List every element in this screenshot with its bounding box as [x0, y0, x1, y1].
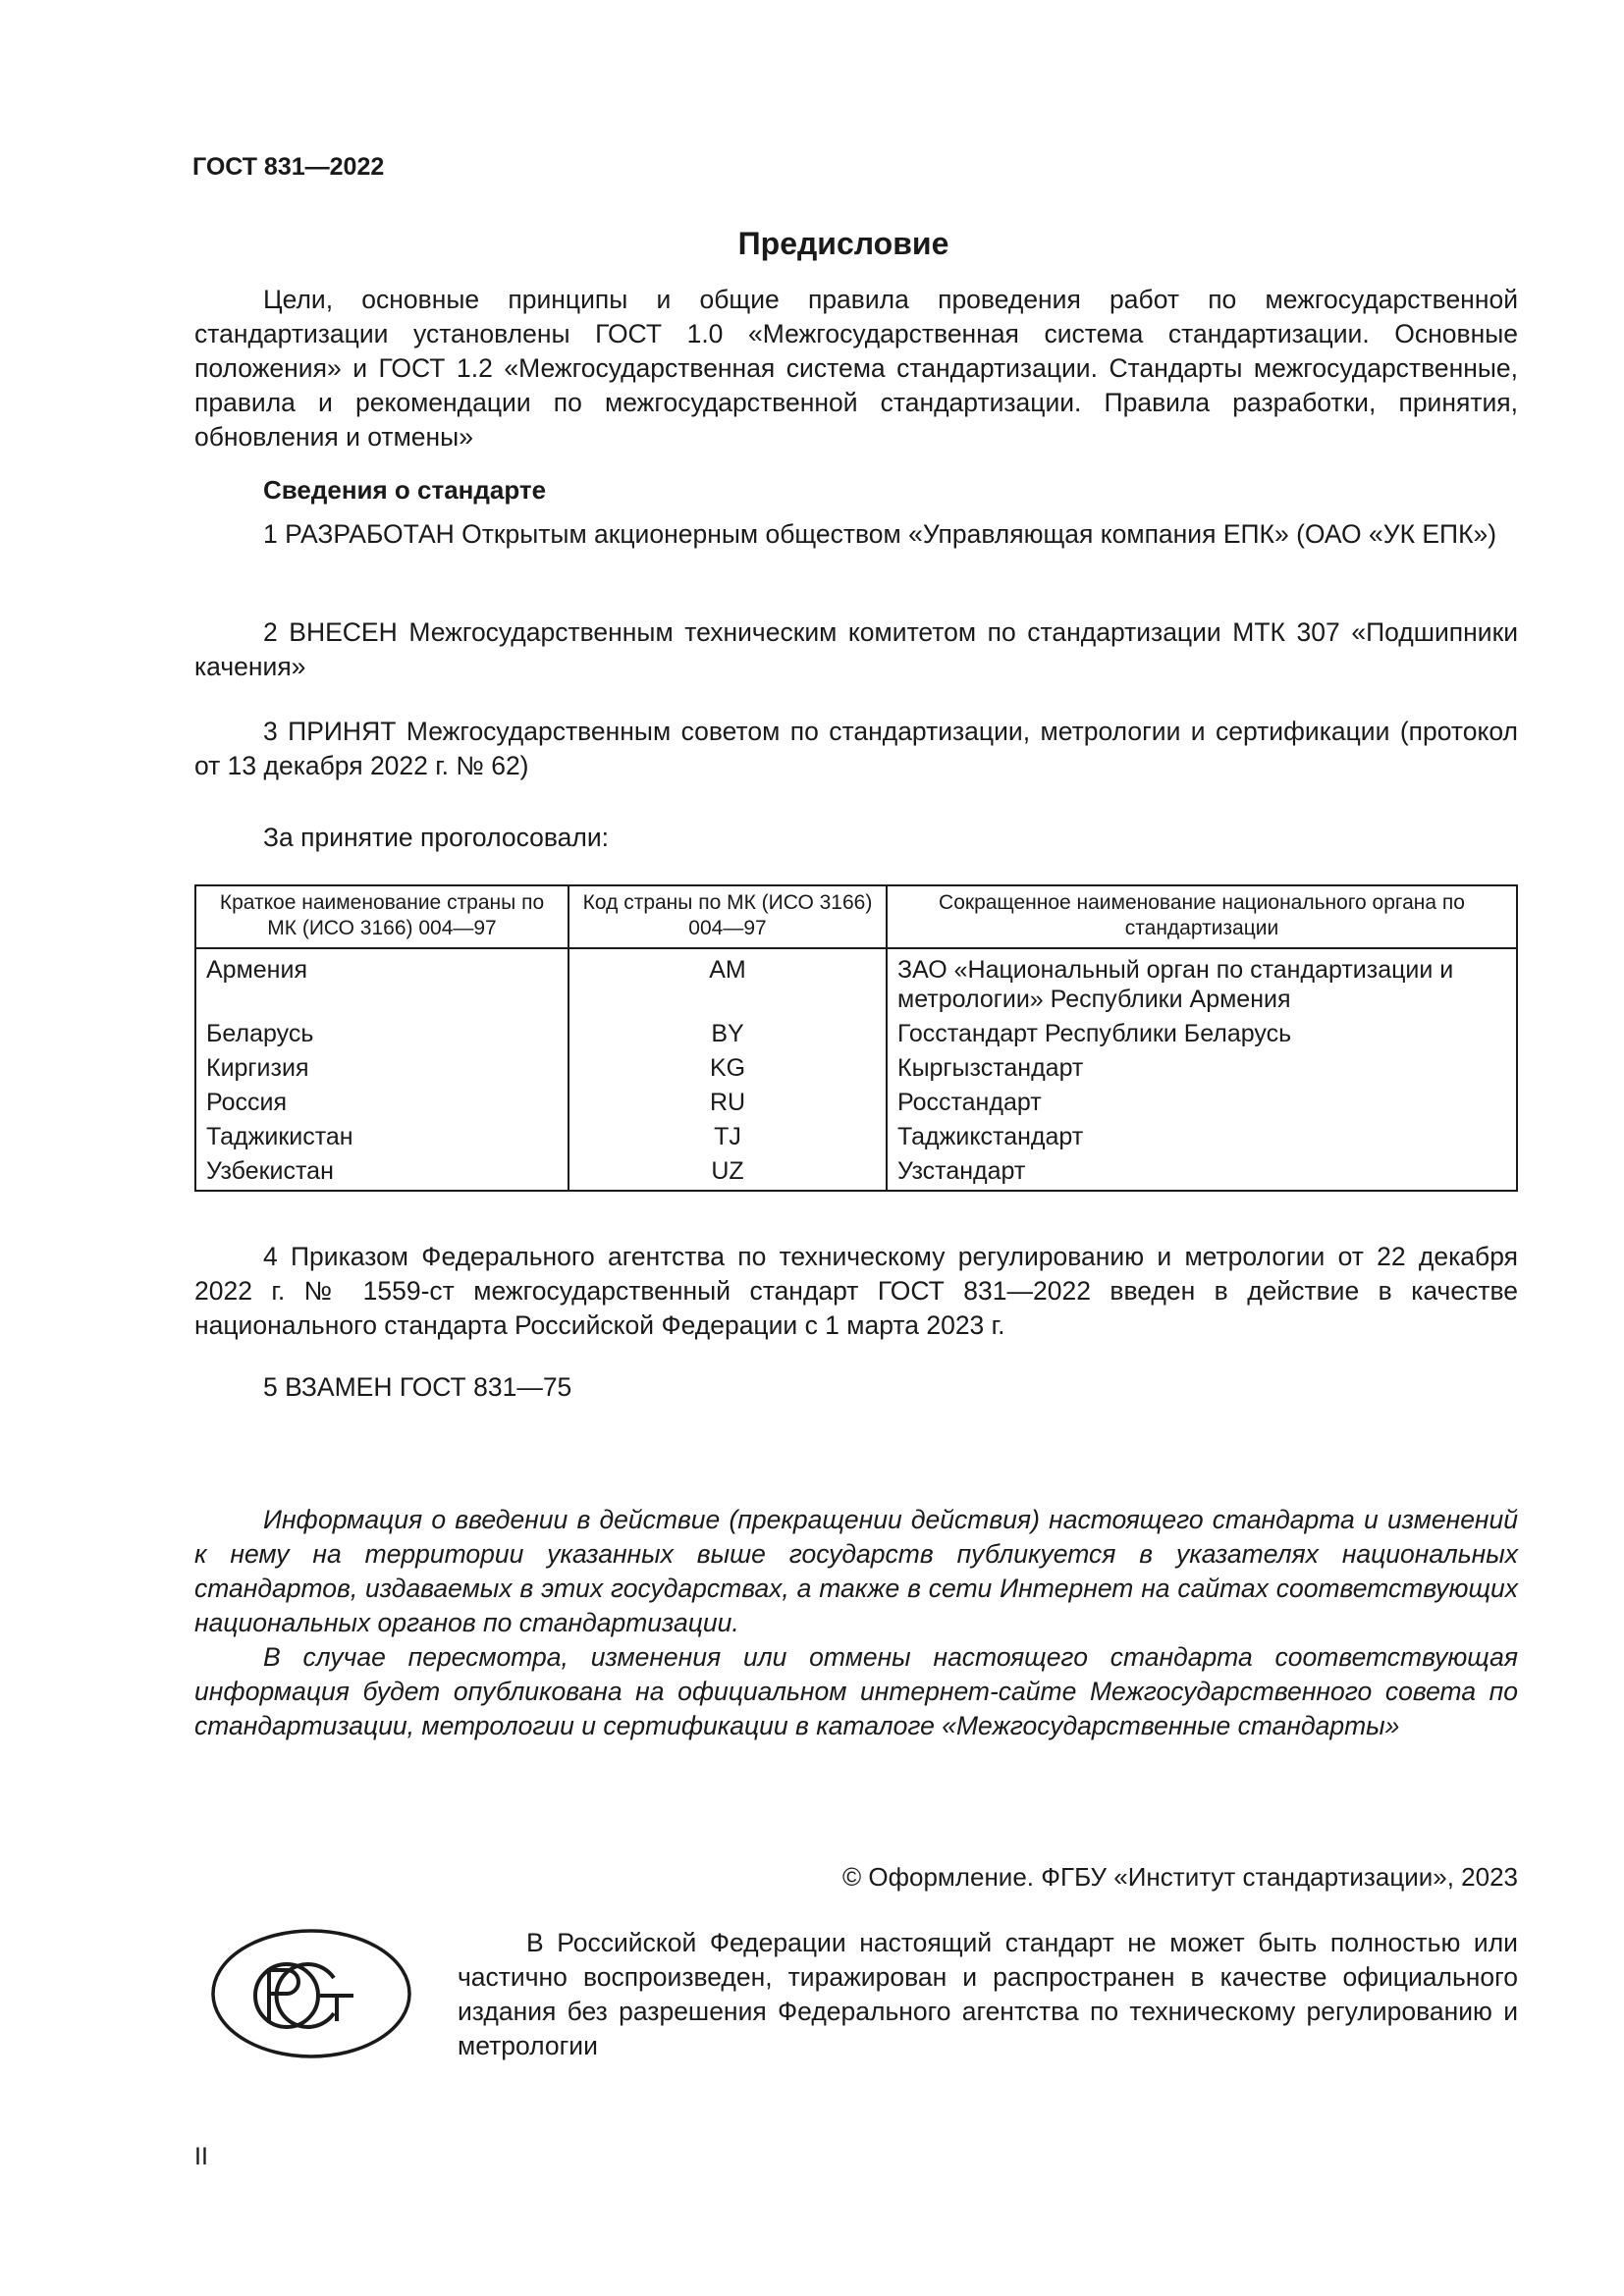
- country-code-cell: UZ: [568, 1155, 887, 1191]
- country-name-cell: Узбекистан: [195, 1155, 568, 1191]
- intro-paragraph: Цели, основные принципы и общие правила проведения работ по межгосударственной стандартизации установлены ГОСТ 1.0 «Межгосударственная система стандартизации. Основные положения» и ГОСТ 1.2 «Межгосударственная система стандартизации. Стандарты межгосударственные, правила и рекомендации по межгосударственной стандартизации. Правила разработки, принятия, обновления и отмены»: [194, 285, 1518, 452]
- table-row: [195, 1155, 1517, 1191]
- page-number: II: [194, 2143, 208, 2170]
- country-code-cell: AM: [568, 948, 887, 1018]
- country-code-cell: TJ: [568, 1121, 887, 1155]
- info-notice-1: Информация о введении в действие (прекращении действия) настоящего стандарта и изменений к нему на территории указанных выше государств публикуется в указателях национальных стандартов, издаваемых в этих государствах, а также в сети Интернет на сайтах соответствующих национальных органов по стандартизации.: [194, 1505, 1518, 1637]
- rights-notice: В Российской Федерации настоящий стандарт не может быть полностью или частично воспроизведен, тиражирован и распространен в качестве официального издания без разрешения Федерального агентства по техническому регулированию и метрологии: [458, 1928, 1518, 2060]
- national-body-cell: Узстандарт: [887, 1155, 1517, 1191]
- page-title: Предисловие: [737, 226, 949, 261]
- copyright-line: © Оформление. ФГБУ «Институт стандартизации», 2023: [842, 1862, 1518, 1892]
- national-body-cell: ЗАО «Национальный орган по стандартизации и метрологии» Республики Армения: [887, 948, 1517, 1018]
- info-notice-2: В случае пересмотра, изменения или отмены настоящего стандарта соответствующая информация будет опубликована на официальном интернет-сайте Межгосударственного совета по стандартизации, метрологии и сертификации в каталоге «Межгосударственные стандарты»: [194, 1642, 1518, 1740]
- country-name-cell: Армения: [195, 948, 568, 1018]
- national-body-cell: Госстандарт Республики Беларусь: [887, 1018, 1517, 1052]
- country-code-cell: KG: [568, 1052, 887, 1087]
- country-name-cell: Россия: [195, 1087, 568, 1121]
- table-row: [195, 1087, 1517, 1121]
- header-national-body: Сокращенное наименование национального органа по стандартизации: [887, 885, 1517, 948]
- national-body-cell: Росстандарт: [887, 1087, 1517, 1121]
- country-name-cell: Беларусь: [195, 1018, 568, 1052]
- item-adopted: 3 ПРИНЯТ Межгосударственным советом по стандартизации, метрологии и сертификации (протокол от 13 декабря 2022 г. № 62): [194, 717, 1518, 780]
- table-row: [195, 1052, 1517, 1087]
- table-row: [195, 948, 1517, 1018]
- national-body-cell: Кыргызстандарт: [887, 1052, 1517, 1087]
- order-paragraph: 4 Приказом Федерального агентства по техническому регулированию и метрологии от 22 декабря 2022 г. № 1559-ст межгосударственный стандарт ГОСТ 831—2022 введен в действие в качестве национального стандарта Российской Федерации с 1 марта 2023 г.: [194, 1242, 1518, 1340]
- item-introduced: 2 ВНЕСЕН Межгосударственным техническим комитетом по стандартизации МТК 307 «Подшипники качения»: [194, 617, 1518, 681]
- table-row: [195, 1121, 1517, 1155]
- country-code-cell: RU: [568, 1087, 887, 1121]
- document-code: ГОСТ 831—2022: [192, 153, 385, 181]
- national-body-cell: Таджикстандарт: [887, 1121, 1517, 1155]
- standard-info-heading: Сведения о стандарте: [263, 475, 547, 505]
- votes-table: [194, 884, 1518, 1192]
- votes-label: За принятие проголосовали:: [263, 823, 610, 852]
- country-name-cell: Киргизия: [195, 1052, 568, 1087]
- item-developed: 1 РАЗРАБОТАН Открытым акционерным обществом «Управляющая компания ЕПК» (ОАО «УК ЕПК»): [263, 519, 1497, 549]
- header-country-name: Краткое наименование страны по МК (ИСО 3166) 004—97: [195, 885, 568, 948]
- replaces-line: 5 ВЗАМЕН ГОСТ 831—75: [263, 1372, 572, 1402]
- votes-table-header-row: [195, 885, 1517, 948]
- table-row: [195, 1018, 1517, 1052]
- country-code-cell: BY: [568, 1018, 887, 1052]
- country-name-cell: Таджикистан: [195, 1121, 568, 1155]
- header-country-code: Код страны по МК (ИСО 3166) 004—97: [568, 885, 887, 948]
- rst-certification-mark-icon: [210, 1927, 412, 2060]
